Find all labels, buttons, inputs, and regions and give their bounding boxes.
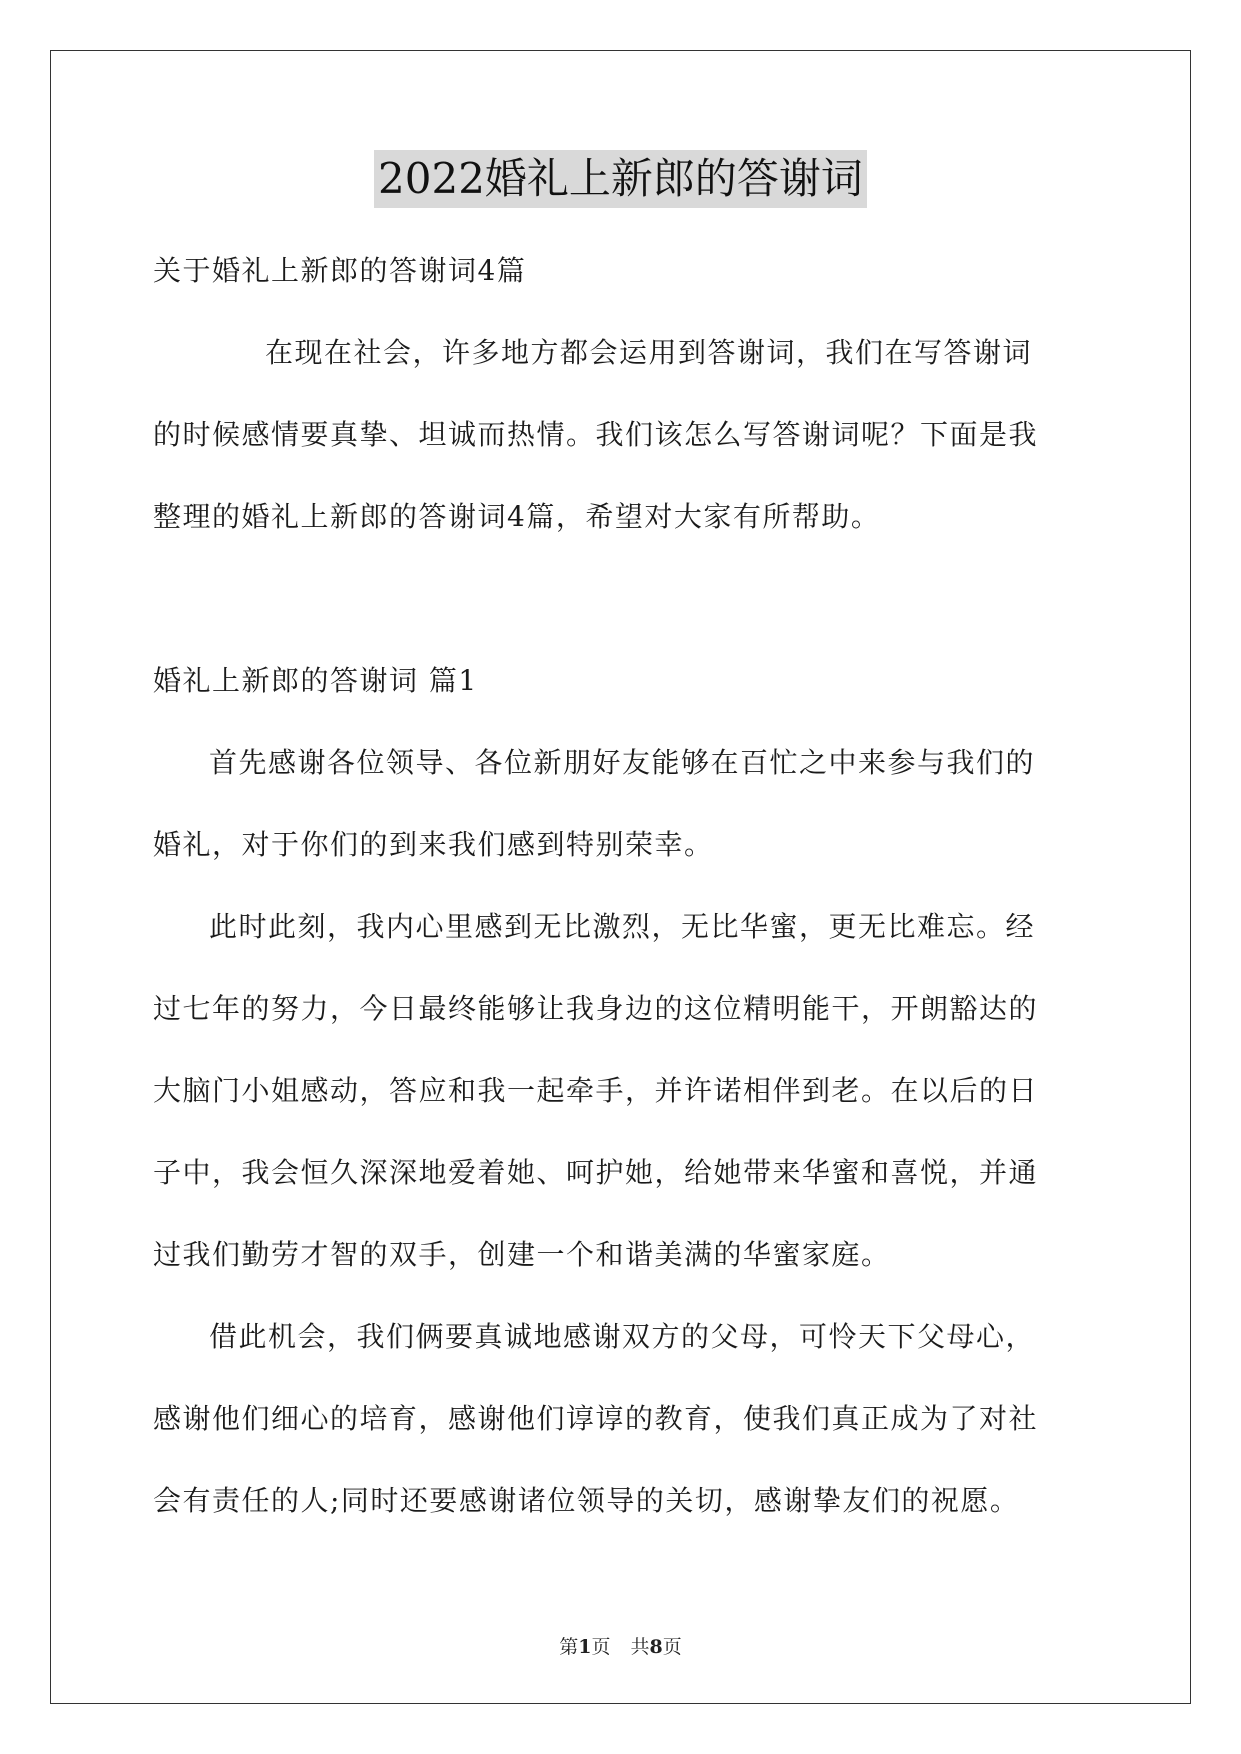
intro-heading: 关于婚礼上新郎的答谢词4篇 <box>153 254 527 287</box>
page-number-total: 8 <box>649 1636 663 1658</box>
paragraph-line: 感谢他们细心的培育，感谢他们谆谆的教育，使我们真正成为了对社 <box>153 1402 1039 1435</box>
page-total-prefix: 共 <box>630 1636 650 1658</box>
document-body <box>153 230 1091 1542</box>
spacer <box>153 558 1091 640</box>
intro-line: 整理的婚礼上新郎的答谢词4篇，希望对大家有所帮助。 <box>153 500 881 533</box>
intro-line: 在现在社会，许多地方都会运用到答谢词，我们在写答谢词 <box>265 336 1033 369</box>
document-title: 2022婚礼上新郎的答谢词 <box>374 150 867 208</box>
page-footer <box>0 1632 1241 1659</box>
paragraph-line: 子中，我会恒久深深地爱着她、呵护她，给她带来华蜜和喜悦，并通 <box>153 1156 1039 1189</box>
paragraph-line: 过七年的努力，今日最终能够让我身边的这位精明能干，开朗豁达的 <box>153 992 1039 1025</box>
page-number-suffix: 页 <box>591 1636 611 1658</box>
paragraph-line: 借此机会，我们俩要真诚地感谢双方的父母，可怜天下父母心， <box>209 1320 1036 1353</box>
title-container <box>0 150 1241 208</box>
paragraph-line: 过我们勤劳才智的双手，创建一个和谐美满的华蜜家庭。 <box>153 1238 891 1271</box>
page-total-suffix: 页 <box>662 1636 682 1658</box>
intro-line: 的时候感情要真挚、坦诚而热情。我们该怎么写答谢词呢？下面是我 <box>153 418 1039 451</box>
page-number-prefix: 第 <box>559 1636 579 1658</box>
paragraph-line: 会有责任的人;同时还要感谢诸位领导的关切，感谢挚友们的祝愿。 <box>153 1484 1020 1517</box>
paragraph-line: 首先感谢各位领导、各位新朋好友能够在百忙之中来参与我们的 <box>209 746 1036 779</box>
paragraph-line: 大脑门小姐感动，答应和我一起牵手，并许诺相伴到老。在以后的日 <box>153 1074 1039 1107</box>
paragraph-line: 婚礼，对于你们的到来我们感到特别荣幸。 <box>153 828 714 861</box>
paragraph-line: 此时此刻，我内心里感到无比激烈，无比华蜜，更无比难忘。经 <box>209 910 1036 943</box>
page-number-current: 1 <box>578 1636 592 1658</box>
section-heading: 婚礼上新郎的答谢词 篇1 <box>153 664 478 697</box>
